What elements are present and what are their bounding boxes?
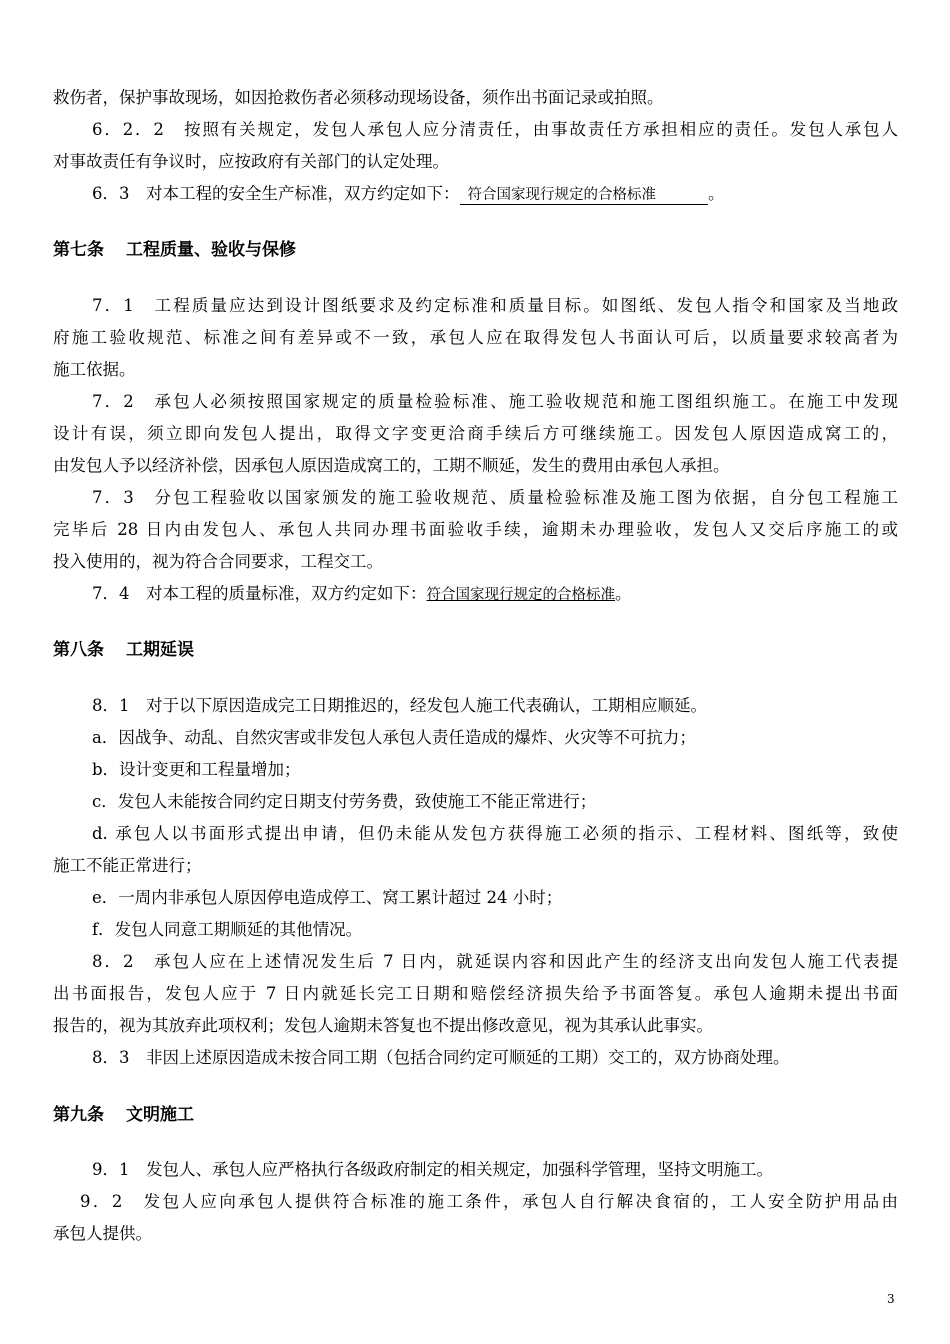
clause-6-3-line [92,184,898,205]
paragraph-line: 由发包人予以经济补偿，因承包人原因造成窝工的，工期不顺延，发生的费用由承包人承担。 [53,456,730,475]
filled-blank: 符合国家现行规定的合格标准 [460,187,709,205]
article-number: 第九条 [53,1105,104,1125]
paragraph-line: 报告的，视为其放弃此项权利；发包人逾期未答复也不提出修改意见，视为其承认此事实。 [53,1016,713,1035]
paragraph-line: 施工依据。 [53,360,136,379]
list-item-c: c．发包人未能按合同约定日期支付劳务费，致使施工不能正常进行； [92,792,597,811]
clause-text: 。 [708,184,725,203]
clause-9-2-line: 9．2 发包人应向承包人提供符合标准的施工条件，承包人自行解决食宿的，工人安全防护用品由 [80,1192,898,1211]
clause-text: 7．4 对本工程的质量标准，双方约定如下： [92,584,427,603]
list-item-b: b．设计变更和工程量增加； [92,760,301,779]
article-title: 工程质量、验收与保修 [126,240,296,260]
list-item-a: a．因战争、动乱、自然灾害或非发包人承包人责任造成的爆炸、火灾等不可抗力； [92,728,696,747]
paragraph-line: 投入使用的，视为符合合同要求，工程交工。 [53,552,383,571]
paragraph-line: 府施工验收规范、标准之间有差异或不一致，承包人应在取得发包人书面认可后，以质量要求较高者为 [53,328,898,347]
article-title: 文明施工 [126,1105,194,1125]
paragraph-line: 设计有误，须立即向发包人提出，取得文字变更洽商手续后方可继续施工。因发包人原因造成窝工的， [53,424,898,443]
article-9-heading [53,1104,194,1126]
filled-blank: 符合国家现行规定的合格标准 [426,587,615,603]
paragraph-line: 救伤者，保护事故现场，如因抢救伤者必须移动现场设备，须作出书面记录或拍照。 [53,88,664,107]
clause-8-3-line: 8．3 非因上述原因造成未按合同工期（包括合同约定可顺延的工期）交工的，双方协商处理。 [92,1048,790,1067]
article-7-heading [53,239,296,261]
article-title: 工期延误 [126,640,194,660]
clause-7-1-line: 7．1 工程质量应达到设计图纸要求及约定标准和质量目标。如图纸、发包人指令和国家及当地政 [92,296,898,315]
article-number: 第七条 [53,240,104,260]
page-number: 3 [887,1292,895,1306]
clause-7-4-line [92,584,898,605]
list-item-f: f．发包人同意工期顺延的其他情况。 [92,920,363,939]
clause-text: 。 [615,584,632,603]
paragraph-line: 对事故责任有争议时，应按政府有关部门的认定处理。 [53,152,449,171]
clause-text: 6．3 对本工程的安全生产标准，双方约定如下： [92,184,460,203]
clause-7-3-line: 7．3 分包工程验收以国家颁发的施工验收规范、质量检验标准及施工图为依据，自分包工程施工 [92,488,898,507]
clause-6-2-2-line: 6．2．2 按照有关规定，发包人承包人应分清责任，由事故责任方承担相应的责任。发包人承包人 [92,120,898,139]
article-number: 第八条 [53,640,104,660]
clause-8-2-line: 8．2 承包人应在上述情况发生后 7 日内，就延误内容和因此产生的经济支出向发包人施工代表提 [92,952,898,971]
clause-7-2-line: 7．2 承包人必须按照国家规定的质量检验标准、施工验收规范和施工图组织施工。在施工中发现 [92,392,898,411]
paragraph-line: 施工不能正常进行； [53,856,202,875]
list-item-d: d. 承包人以书面形式提出申请，但仍未能从发包方获得施工必须的指示、工程材料、图纸等，致使 [92,824,898,843]
article-8-heading [53,639,194,661]
clause-8-1-line: 8．1 对于以下原因造成完工日期推迟的，经发包人施工代表确认，工期相应顺延。 [92,696,707,715]
paragraph-line: 承包人提供。 [53,1224,152,1243]
paragraph-line: 完毕后 28 日内由发包人、承包人共同办理书面验收手续，逾期未办理验收，发包人又交后序施工的或 [53,520,898,539]
list-item-e: e．一周内非承包人原因停电造成停工、窝工累计超过 24 小时； [92,888,563,907]
clause-9-1-line: 9．1 发包人、承包人应严格执行各级政府制定的相关规定，加强科学管理，坚持文明施工。 [92,1160,773,1179]
paragraph-line: 出书面报告，发包人应于 7 日内就延长完工日期和赔偿经济损失给予书面答复。承包人逾期未提出书面 [53,984,898,1003]
